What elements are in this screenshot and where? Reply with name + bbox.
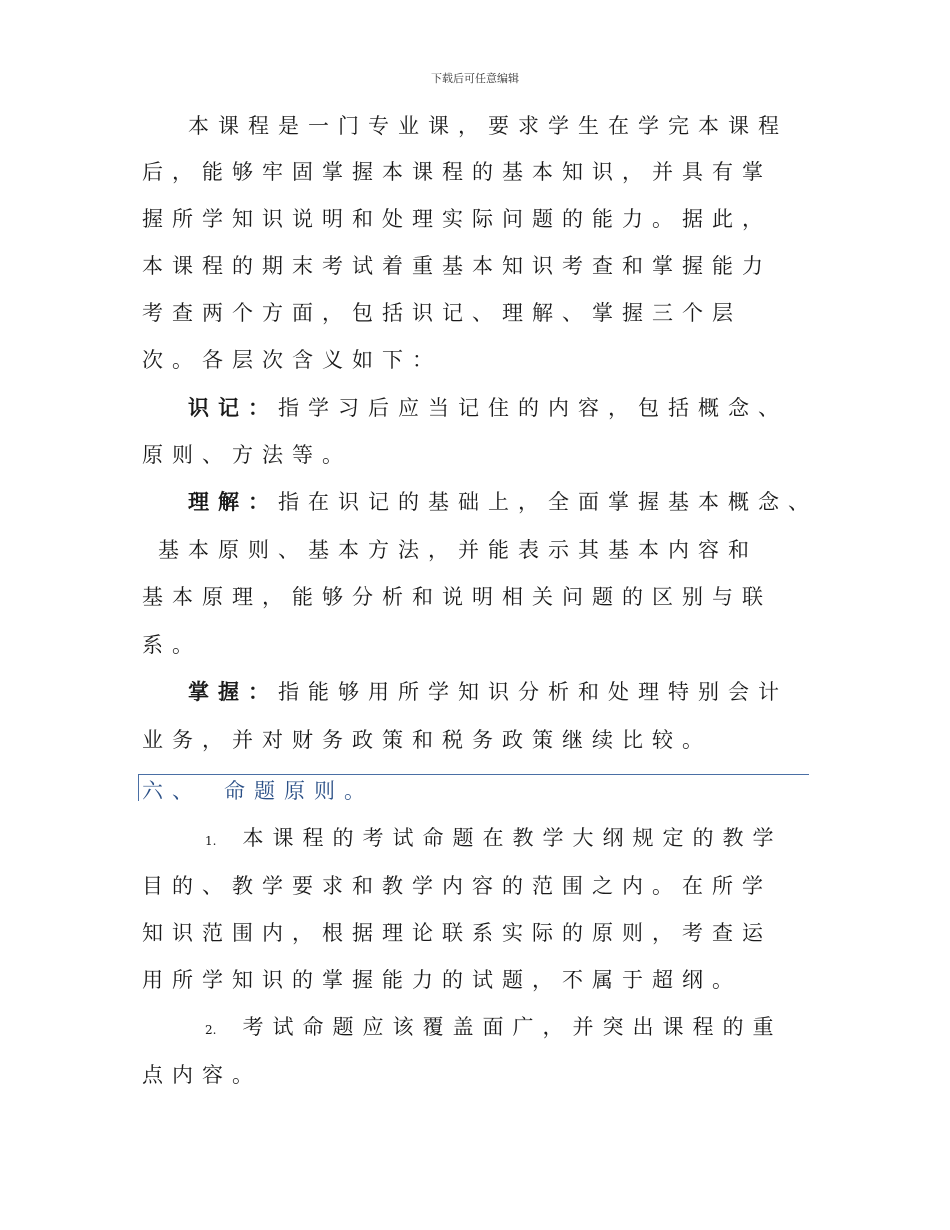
intro-line-4: 本课程的期末考试着重基本知识考查和掌握能力 bbox=[142, 254, 772, 278]
item-2-number: 2. bbox=[205, 1023, 217, 1037]
item-1-line-3: 知识范围内，根据理论联系实际的原则，考查运 bbox=[142, 921, 772, 945]
intro-line-3: 握所学知识说明和处理实际问题的能力。据此， bbox=[142, 207, 772, 231]
item-1-line-4: 用所学知识的掌握能力的试题，不属于超纲。 bbox=[142, 968, 742, 992]
item-2-text: 考试命题应该覆盖面广，并突出课程的重 bbox=[242, 1015, 783, 1039]
section-title: 命题原则。 bbox=[224, 779, 374, 803]
master-line-2: 业务，并对财务政策和税务政策继续比较。 bbox=[142, 728, 712, 752]
memorize-line-2: 原则、方法等。 bbox=[142, 443, 352, 467]
item-2-line-1 bbox=[205, 1013, 782, 1044]
understand-line-2: 基本原则、基本方法，并能表示其基本内容和 bbox=[158, 538, 758, 562]
item-1-text: 本课程的考试命题在教学大纲规定的教学 bbox=[242, 826, 783, 850]
section-number: 六、 bbox=[142, 779, 202, 803]
memorize-term: 识记： bbox=[188, 395, 278, 420]
master-line-1 bbox=[188, 678, 788, 706]
section-heading bbox=[142, 777, 374, 805]
understand-line-1 bbox=[188, 488, 818, 516]
item-1-line-2: 目的、教学要求和教学内容的范围之内。在所学 bbox=[142, 874, 772, 898]
memorize-line-1 bbox=[188, 394, 788, 422]
memorize-text: 指学习后应当记住的内容，包括概念、 bbox=[278, 396, 788, 420]
page-header-note: 下载后可任意编辑 bbox=[431, 72, 519, 85]
item-1-line-1 bbox=[205, 824, 782, 855]
understand-term: 理解： bbox=[188, 489, 278, 514]
master-text: 指能够用所学知识分析和处理特别会计 bbox=[278, 680, 788, 704]
intro-line-6: 次。各层次含义如下： bbox=[142, 348, 442, 372]
understand-line-4: 系。 bbox=[142, 633, 202, 657]
item-2-line-2: 点内容。 bbox=[142, 1063, 262, 1087]
item-1-number: 1. bbox=[205, 834, 217, 848]
intro-line-2: 后，能够牢固掌握本课程的基本知识，并具有掌 bbox=[142, 160, 772, 184]
intro-line-5: 考查两个方面，包括识记、理解、掌握三个层 bbox=[142, 301, 742, 325]
understand-text: 指在识记的基础上，全面掌握基本概念、 bbox=[278, 490, 818, 514]
master-term: 掌握： bbox=[188, 679, 278, 704]
intro-line-1: 本课程是一门专业课，要求学生在学完本课程 bbox=[188, 114, 788, 138]
understand-line-3: 基本原理，能够分析和说明相关问题的区别与联 bbox=[142, 585, 772, 609]
